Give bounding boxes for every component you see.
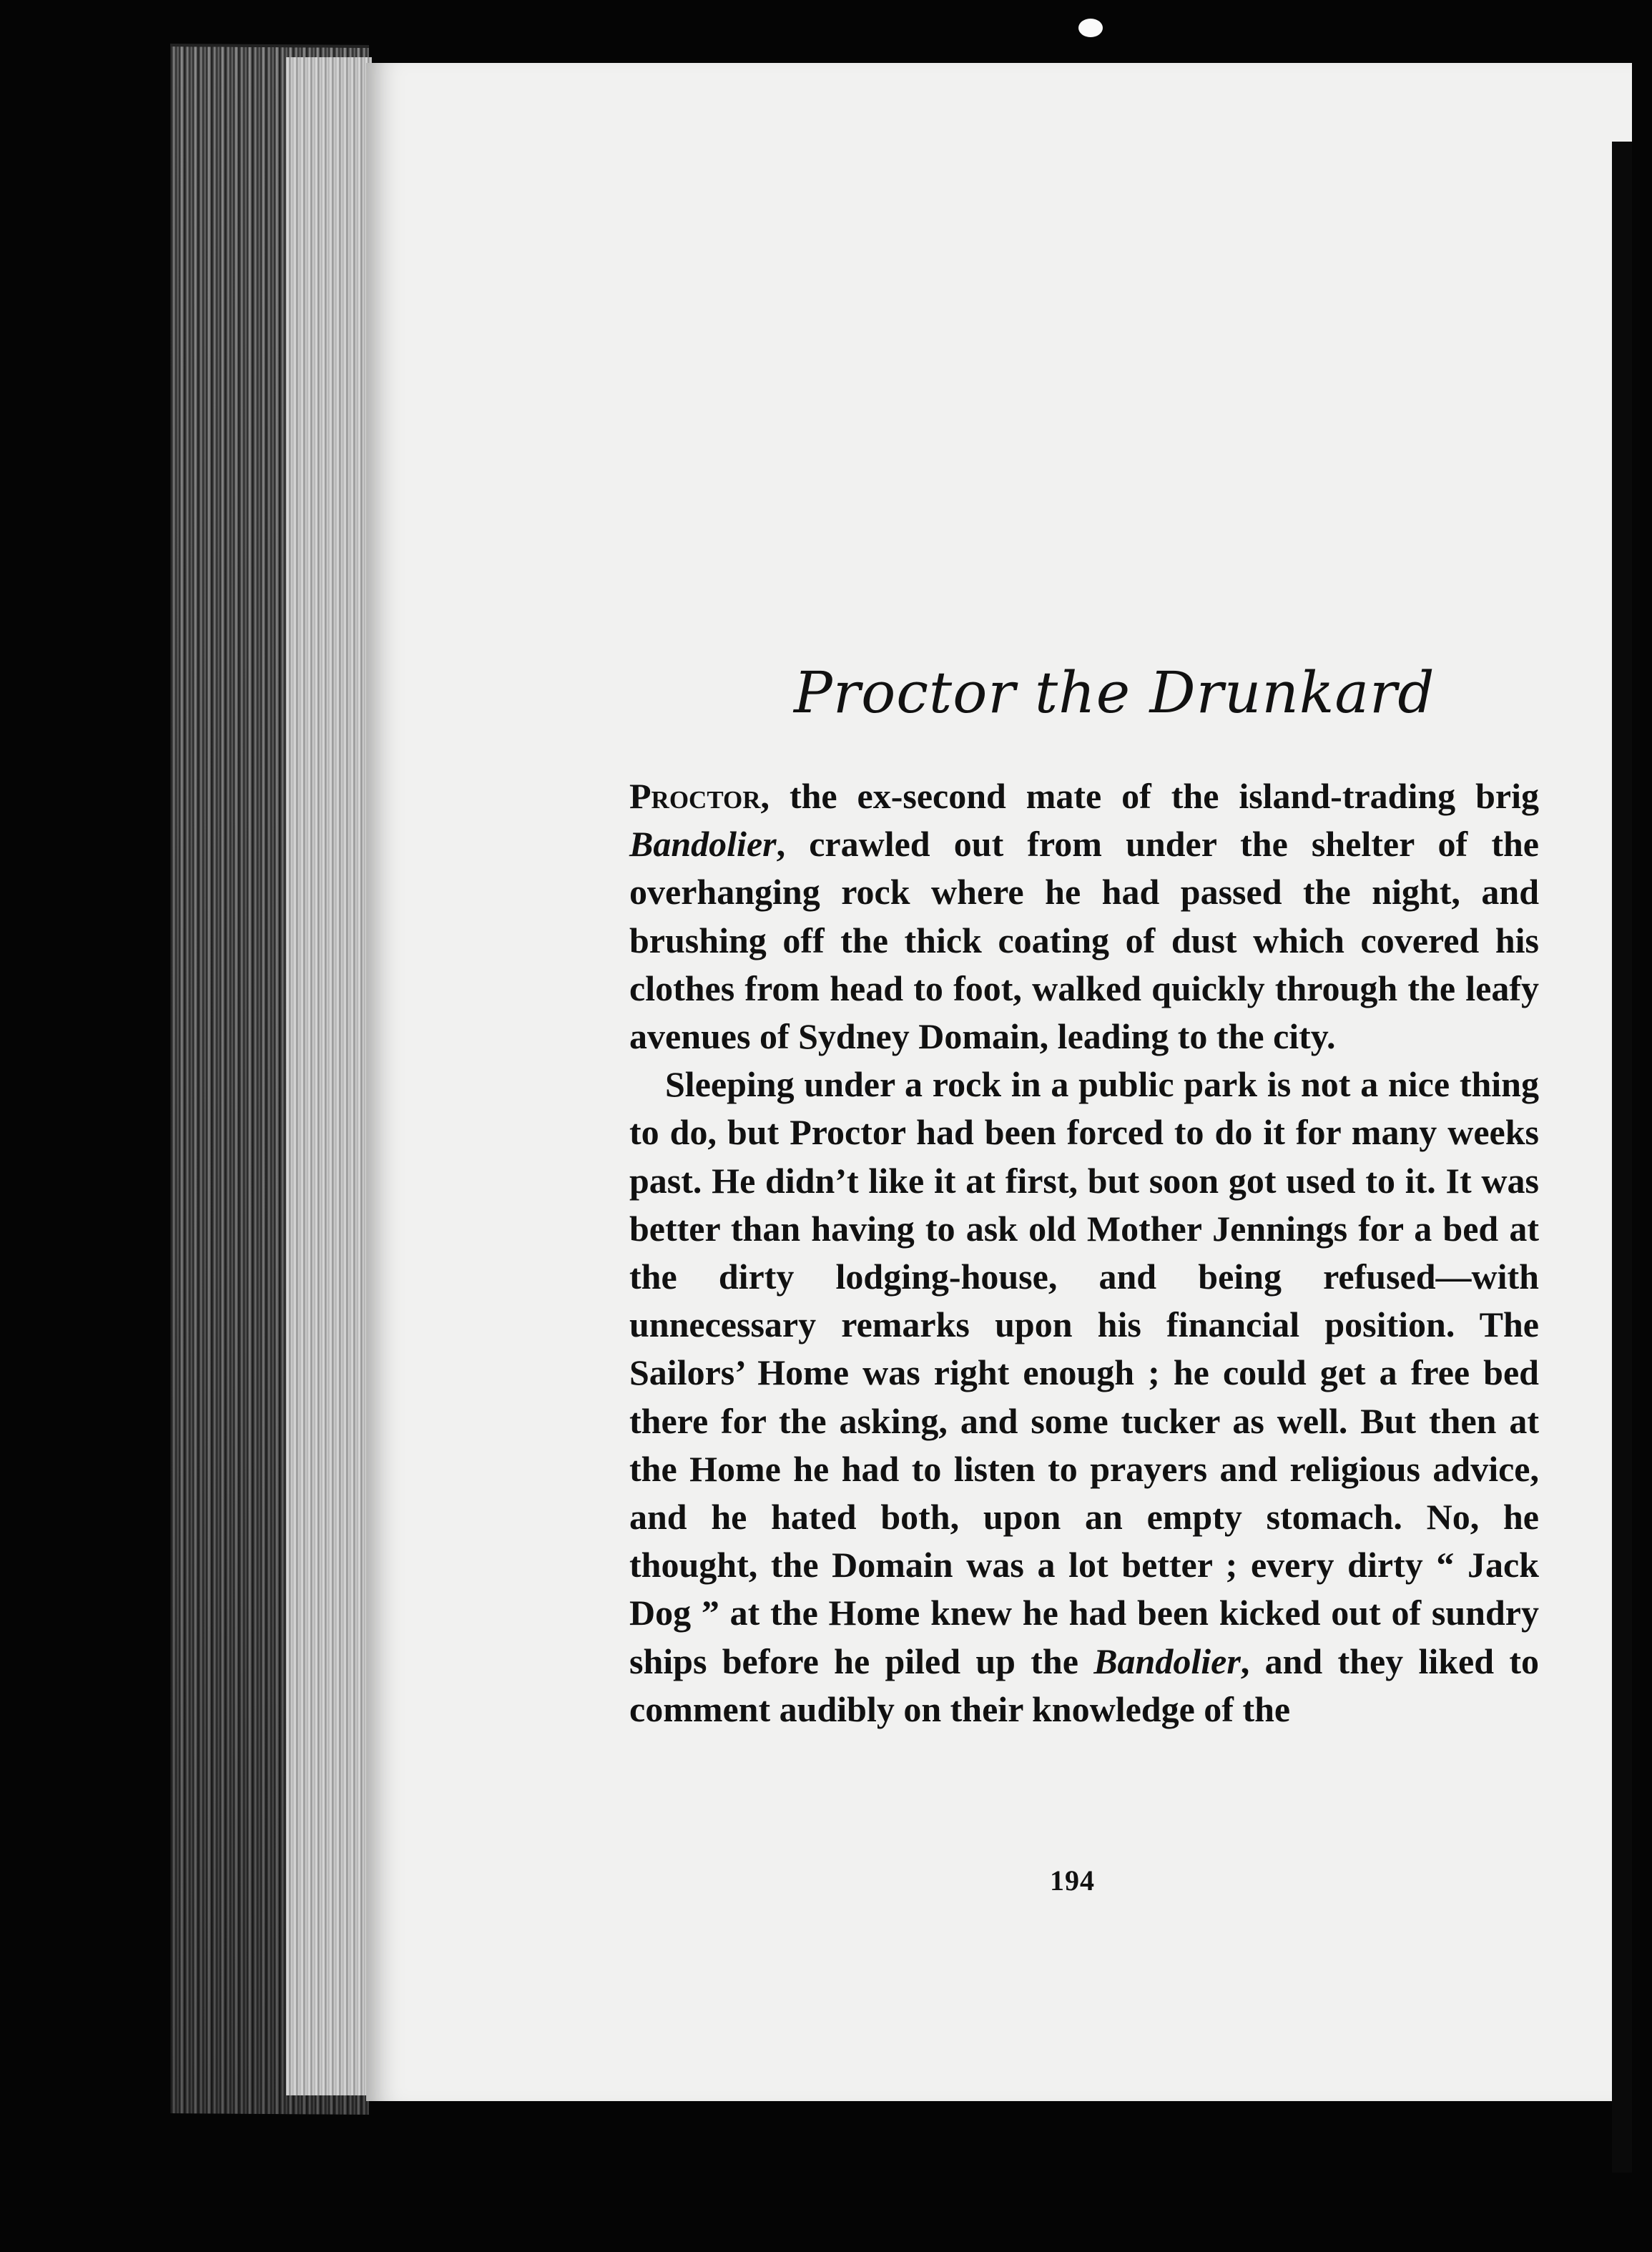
body-text <box>629 772 1539 1734</box>
paragraph-1-part-a: , the ex-second mate of the island-trading brig <box>760 776 1539 816</box>
paragraph-2 <box>629 1061 1539 1734</box>
chapter-title: Proctor the Drunkard <box>794 659 1435 726</box>
paragraph-1-part-b: , crawled out from under the shelter of the overhanging rock where he had passed the night, and brushing off the thick coating of dust which covered his clothes from head to foot, walked quickly through the leafy avenues of Sydney Domain, leading to the city. <box>629 824 1539 1057</box>
ship-name-italic: Bandolier <box>629 824 777 865</box>
lead-word: Proctor <box>629 776 761 816</box>
paragraph-1 <box>629 772 1539 1061</box>
paragraph-2-part-b: , and they liked to comment audibly on their knowledge of the <box>629 1641 1539 1729</box>
right-gutter-shadow <box>1612 142 1632 2173</box>
page-number: 194 <box>1050 1864 1095 1897</box>
paragraph-2-part-a: Sleeping under a rock in a public park is not a nice thing to do, but Proctor had been forced to do it for many weeks past. He didn’t like it at first, but soon got used to it. It was better than having to ask old Mother Jennings for a bed at the dirty lodging-house, and being refused—with unnecessary remarks upon his financial position. The Sailors’ Home was right enough ; he could get a free bed there for the asking, and some tucker as well. But then at the Home he had to listen to prayers and religious advice, and he hated both, upon an empty stomach. No, he thought, the Domain was a lot better ; every dirty “ Jack Dog ” at the Home knew he had been kicked out of sundry ships before he piled up the <box>629 1064 1539 1681</box>
ship-name-italic: Bandolier <box>1093 1641 1241 1681</box>
book-inner-page-edges <box>286 57 372 2095</box>
scan-speck <box>1078 19 1103 37</box>
